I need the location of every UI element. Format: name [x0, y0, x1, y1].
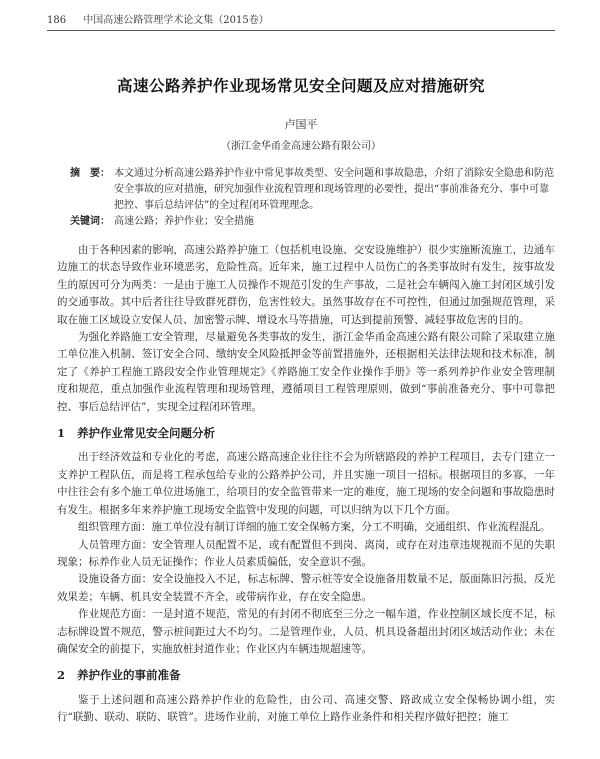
- paragraph: 为强化养路施工安全管理，尽量避免各类事故的发生，浙江金华甬金高速公路有限公司除了采取建立施工单位准入机制、签订安全合同、缴纳安全风险抵押金等前置措施外，还根据相关法律法规和技术标准，制定了《养护工程施工路段安全作业管理规定》《养路施工安全作业操作手册》等一系列养护作业安全管理制度和规范，重点加强作业流程管理和现场管理，遵循项目工程管理原则，做到“事前准备充分、事中可靠把控、事后总结评估”，实现全过程闭环管理。: [57, 331, 555, 413]
- paragraph: 人员管理方面：安全管理人员配置不足，或有配置但不到岗、离岗，或存在对违章违规视而不见的失职现象；标养作业人员无证操作；作业人员素质偏低，安全意识不强。: [57, 538, 555, 568]
- author-name: 卢国平: [284, 118, 318, 131]
- section-title: 养护作业的事前准备: [77, 668, 181, 683]
- section-number: 1: [57, 426, 66, 441]
- paragraph: 组织管理方面：施工单位没有制订详细的施工安全保畅方案，分工不明确，交通组织、作业流程混乱。: [78, 521, 551, 534]
- abstract-label: 摘 要：: [70, 168, 110, 179]
- paragraph: 作业规范方面：一是封道不规范，常见的有封闭不彻底至三分之一幅车道，作业控制区域长度不足，标志标牌设置不规范，警示桩间距过大不均匀。二是管理作业，人员、机具设备超出封闭区域活动作业；未在确保安全的前提下，实施放桩封道作业；作业区内车辆违规超速等。: [57, 608, 555, 655]
- paragraph: 设施设备方面：安全设施投入不足，标志标牌、警示桩等安全设施备用数量不足，版面陈旧污损，反光效果差；车辆、机具安全装置不齐全，或带病作业，存在安全隐患。: [57, 573, 555, 603]
- abstract-block: [70, 166, 555, 230]
- header-rule: [47, 30, 555, 31]
- page-number: 186: [47, 15, 67, 26]
- section-heading-2: [57, 667, 555, 684]
- paragraph: 鉴于上述问题和高速公路养护作业的危险性，由公司、高速交警、路政成立安全保畅协调小组，实行“联勤、联动、联防、联管”。进场作业前，对施工单位上路作业条件和相关程序做好把控；施工: [57, 693, 555, 724]
- paragraph: 出于经济效益和专业化的考虑，高速公路高速企业往往不会为所辖路段的养护工程项目，去专门建立一支养护工程队伍，而是将工程承包给专业的公路养护公司，并且实施一项目一招标。根据项目的多寡，一年中往往会有多个施工单位进场施工，给项目的安全监管带来一定的难度，施工现场的安全问题和事故隐患时有发生。根据多年来养护施工现场安全监管中发现的问题，可以归纳为以下几个方面。: [57, 451, 555, 516]
- paper-title: 高速公路养护作业现场常见安全问题及应对措施研究: [116, 76, 485, 95]
- keywords-text: 高速公路；养护作业；安全措施: [114, 216, 254, 227]
- abstract-text: 本文通过分析高速公路养护作业中常见事故类型、安全问题和事故隐患，介绍了消除安全隐患和防范安全事故的应对措施，研究加强作业流程管理和现场管理的必要性，提出“事前准备充分、事中可靠把控、事后总结评估”的全过程闭环管理理念。: [114, 168, 554, 211]
- section-number: 2: [57, 668, 66, 683]
- section-heading-1: [57, 425, 555, 442]
- running-header: [47, 11, 269, 26]
- paragraph: 由于各种因素的影响，高速公路养护施工（包括机电设施、交安设施维护）很少实施断流施工，边通车边施工的状态导致作业环境恶劣，危险性高。近年来，施工过程中人员伤亡的各类事故时有发生，按事故发生的原因可分为两类：一是由于施工人员操作不规范引发的生产事故，二是社会车辆闯入施工封闭区域引发的交通事故。其中后者往往导致群死群伤，危害性较大。虽然事故存在不可控性，但通过加强规范管理，采取在施工区域设立安保人员、加密警示牌、增设水马等措施，可达到提前预警、减轻事故危害的目的。: [57, 244, 555, 326]
- running-title: 中国高速公路管理学术论文集（2015卷）: [83, 15, 269, 26]
- author-affiliation: （浙江金华甬金高速公路有限公司）: [221, 141, 381, 152]
- section-title: 养护作业常见安全问题分析: [77, 426, 215, 441]
- keywords-row: [70, 214, 555, 230]
- abstract-row: [70, 166, 555, 214]
- keywords-label: 关键词：: [70, 216, 110, 227]
- body-text: [57, 242, 555, 727]
